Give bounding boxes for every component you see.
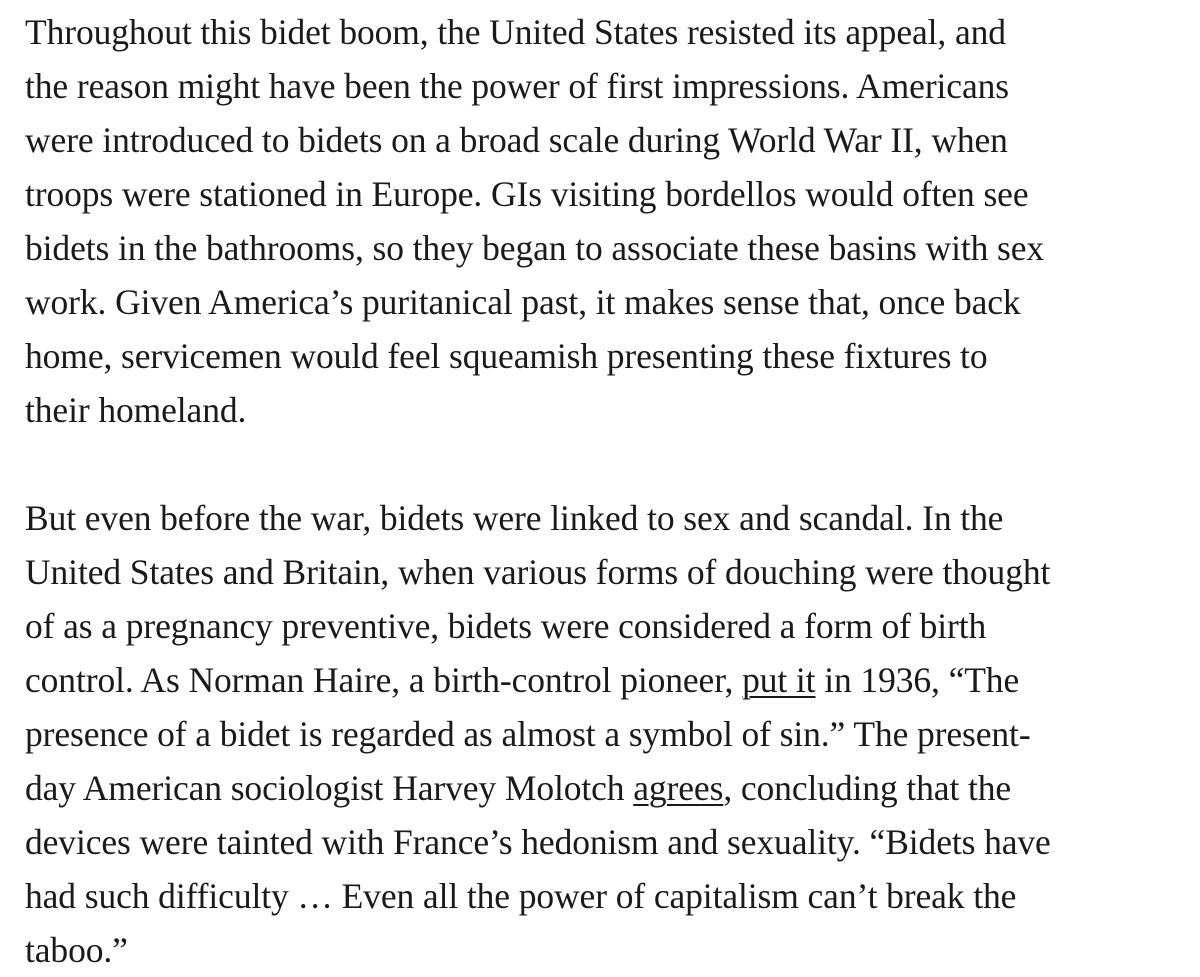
paragraph-1 (25, 5, 1190, 437)
article-body (25, 5, 1190, 977)
paragraph-2-line: of as a pregnancy preventive, bidets were considered a form of birth (25, 606, 987, 646)
paragraph-1-line: work. Given America’s puritanical past, it makes sense that, once back (25, 282, 1021, 322)
text-segment: in 1936, “The (815, 660, 1020, 700)
text-segment: control. As Norman Haire, a birth-control pioneer, (25, 660, 743, 700)
paragraph-1-line: their homeland. (25, 390, 247, 430)
paragraph-2-line (25, 761, 1190, 815)
text-segment: , concluding that the (723, 768, 1012, 808)
paragraph-1-line: Throughout this bidet boom, the United States resisted its appeal, and (25, 12, 1006, 52)
paragraph-1-line: troops were stationed in Europe. GIs visiting bordellos would often see (25, 174, 1029, 214)
paragraph-1-line: bidets in the bathrooms, so they began to associate these basins with sex (25, 228, 1045, 268)
paragraph-2-line: United States and Britain, when various forms of douching were thought (25, 552, 1051, 592)
text-segment: day American sociologist Harvey Molotch (25, 768, 634, 808)
agrees-link[interactable]: agrees (633, 768, 724, 808)
paragraph-2-line: had such difficulty … Even all the power of capitalism can’t break the (25, 876, 1017, 916)
paragraph-2-line (25, 653, 1190, 707)
paragraph-1-line: the reason might have been the power of first impressions. Americans (25, 66, 1009, 106)
paragraph-1-line: home, servicemen would feel squeamish presenting these fixtures to (25, 336, 988, 376)
put-it-link[interactable]: put it (742, 660, 816, 700)
paragraph-2-line: But even before the war, bidets were linked to sex and scandal. In the (25, 498, 1004, 538)
paragraph-2-line: presence of a bidet is regarded as almost a symbol of sin.” The present- (25, 714, 1031, 754)
paragraph-2-line: devices were tainted with France’s hedonism and sexuality. “Bidets have (25, 822, 1051, 862)
paragraph-2-line: taboo.” (25, 930, 128, 970)
paragraph-1-line: were introduced to bidets on a broad scale during World War II, when (25, 120, 1008, 160)
paragraph-2 (25, 491, 1190, 977)
